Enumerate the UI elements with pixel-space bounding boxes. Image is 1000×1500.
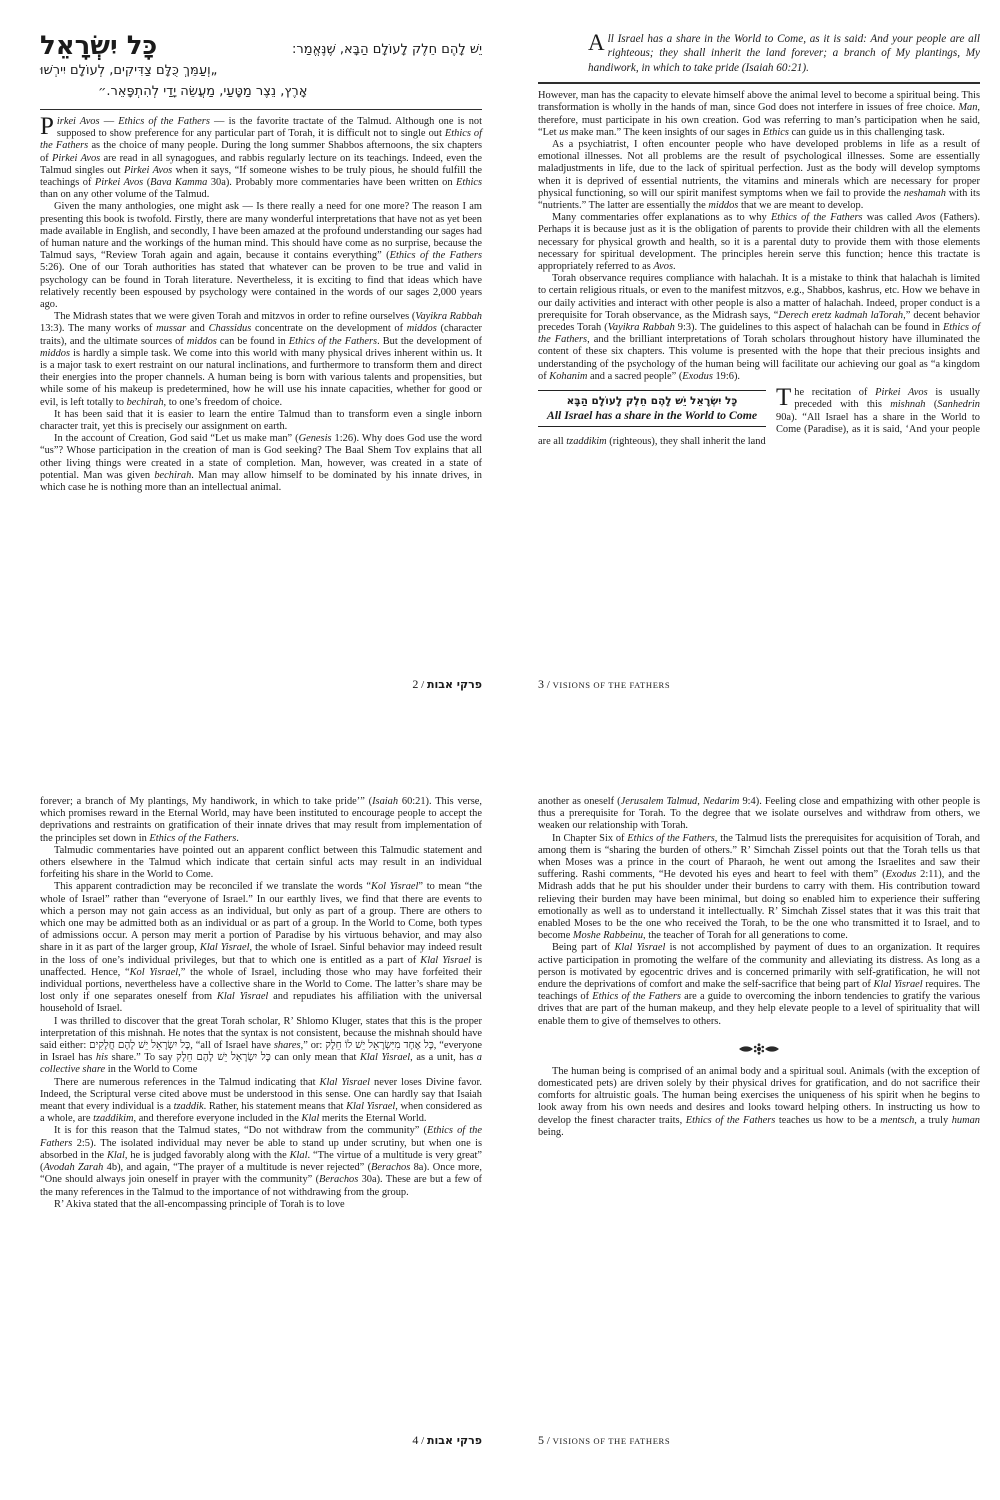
- paragraph-text: he recitation of Pirkei Avos is usually preceded with this mishnah (Sanhedrin 90a). “All Israel has a share in the World to Come (Paradise), as it is said, ‘And your people are all tzaddikim (righteous), they shall inherit the land: [538, 387, 980, 447]
- page-footer: [40, 1434, 482, 1448]
- body-paragraph: Given the many anthologies, one might ask — Is there really a need for one more? The reason I am presenting this book is twofold. Firstly, there are many wonderful interpretations that have not as yet been made available in English, and secondly, I have been amazed at the profound understanding our sages had of human nature and the workings of the human mind. This should have come as no surprise, because the Talmud says, “Review Torah again and again, because it contains everything” (Ethics of the Fathers 5:26). One of our Torah authorities has stated that whatever can be proven to be true and valid in psychology can be found in Torah literature. Nevertheless, it is exciting to find that ideas which have relatively recently been espoused by psychology were contained in the words of our sages 2,000 years ago.: [40, 201, 482, 311]
- hebrew-opening-lead: כָּל יִשְׂרָאֵל: [40, 31, 158, 61]
- page-3: [538, 32, 980, 692]
- drop-cap: T: [776, 384, 792, 412]
- opening-quote: [588, 32, 980, 75]
- footer-page-number: 2: [412, 677, 419, 691]
- footer-hebrew-title: פרקי אבות: [426, 678, 482, 691]
- footer-page-number: 3: [538, 677, 544, 691]
- body-paragraph: Many commentaries offer explanations as to why Ethics of the Fathers was called Avos (Fathers). Perhaps it is because just as it is the obligation of parents to provide their children with all the elements necessary for physical growth and health, so it is a parental duty to provide them with those elements necessary for spiritual development. The principles herein serve this function; hence this tractate is appropriately referred to as Avos.: [538, 212, 980, 273]
- body-paragraph: R’ Akiva stated that the all-encompassing principle of Torah is to love: [54, 1198, 345, 1210]
- page-5: [538, 796, 980, 1448]
- footer-book-title: VISIONS OF THE FATHERS: [552, 1436, 671, 1446]
- hebrew-opening-line2: „וְעַמֵּךְ כֻּלָּם צַדִּיקִים, לְעוֹלָם יִירְשׁוּ: [40, 63, 218, 78]
- heading-rule: [40, 109, 482, 110]
- body-paragraph: However, man has the capacity to elevate himself above the animal level to become a spiritual being. This transformation is wholly in the hands of man, since God does not interfere in issues of free choice. Man, therefore, must participate in his own creation. God was referring to man’s participation when he said, “Let us make man.” The keen insights of our sages in Ethics can guide us in this challenging task.: [538, 90, 980, 138]
- page-footer: [538, 678, 980, 692]
- footer-separator: /: [544, 1435, 553, 1447]
- body-paragraph: Torah observance requires compliance with halachah. It is a mistake to think that halachah is limited to certain religious rituals, or even to the manifest mitzvos, e.g., Shabbos, kashrus, etc. How we behave in our daily activities and interact with other people is also a matter of halachah. Indeed, proper conduct is a prerequisite for Torah observance, as the Midrash says, “Derech eretz kadmah laTorah,” decent behavior precedes Torah (Vayikra Rabbah 9:3). The guidelines to this aspect of halachah can be found in Ethics of the Fathers, and the brilliant interpretations of Torah scholars throughout history have illuminated the content of these six chapters. This volume is presented with the hope that their precious insights and understanding of the psychology of the human being will facilitate our achieving our goal as “a kingdom of Kohanim and a sacred people” (Exodus 19:6).: [538, 273, 980, 382]
- body-paragraph: This apparent contradiction may be reconciled if we translate the words “Kol Yisrael” to mean “the whole of Israel” rather than “everyone of Israel.” In our earthly lives, we find that there are events to which a person may not gain access as an individual, but only as part of a group. There are others to which one may be admitted both as an individual or as part of a group. In the World to Come, both types of admissions occur. A person may merit a portion of Paradise by his virtuous behavior, and may also share in it as part of the larger group, Klal Yisrael, the whole of Israel. Sinful behavior may indeed result in the loss of one’s individual privileges, but that to which one is entitled as a part of Klal Yisrael is unaffected. Hence, “Kol Yisrael,” the whole of Israel, including those who may have forfeited their individual portions, nevertheless have a collective share in the World to Come. The latter’s share may be lost only if one separates oneself from Klal Yisrael and repudiates his affiliation with the universal household of Israel.: [40, 881, 482, 1015]
- body-paragraph: I was thrilled to discover that the great Torah scholar, R’ Shlomo Kluger, states that this is the proper interpretation of this mishnah. He notes that the syntax is not consistent, because the mishnah should have said either: כָּל יִשְׂרָאֵל יֵשׁ לָהֶם חֲלָקִים, “all of Israel have shares,” or: כָּל אֶחָד מִיִּשְׂרָאֵל יֵשׁ לוֹ חֵלֶק, “everyone in Israel has his share.” To say כָּל יִשְׂרָאֵל יֵשׁ לָהֶם חֵלֶק can only mean that Klal Yisrael, as a unit, has a collective share in the World to Come: [40, 1015, 482, 1076]
- drop-cap: P: [40, 113, 54, 140]
- body-paragraph: Talmudic commentaries have pointed out an apparent conflict between this Talmudic statement and others elsewhere in the Talmud which indicate that certain sinful acts may result in an individual forfeiting his share in the World to Come.: [40, 844, 482, 881]
- hebrew-opening-line3: אָרֶץ, נֵצֶר מַטָּעַי, מַעֲשֵׂה יָדַי לְהִתְפָּאֵר.״: [98, 84, 308, 99]
- page-footer: [538, 1434, 980, 1448]
- hebrew-opening-line1-rest: יֵשׁ לָהֶם חֵלֶק לָעוֹלָם הַבָּא, שֶׁנֶּאֱמַר:: [292, 42, 482, 57]
- page-4: [40, 796, 482, 1448]
- body-paragraph: [40, 113, 483, 201]
- footer-separator: /: [544, 679, 553, 691]
- opening-quote-text: ll Israel has a share in the World to Come, as it is said: And your people are all righteous; they shall inherit the land forever; a branch of My plantings, My handiwork, in which to take pride (Isaiah 60:21).: [588, 33, 980, 74]
- footer-book-title: VISIONS OF THE FATHERS: [552, 680, 671, 690]
- footer-hebrew-title: פרקי אבות: [426, 1434, 482, 1447]
- recitation-paragraph: [538, 384, 980, 448]
- page-footer: [40, 678, 482, 692]
- heading-rule: [538, 82, 980, 84]
- body-paragraph: It has been said that it is easier to learn the entire Talmud than to transform even a single inborn character trait, yet this is precisely our assignment on earth.: [40, 408, 482, 433]
- body-paragraph: As a psychiatrist, I often encounter people who have developed problems in life as a result of emotional illnesses. Not all problems are the result of psychological illnesses. Some are essentially maladjustments in life, due to the lack of spiritual perfection. Just as the body will develop symptoms when it is deprived of essential nutrients, the vitamins and minerals which are necessary for proper physical functioning, so will our spirit manifest symptoms when we fail to provide the neshamah with its “nutrients.” The latter are essentially the middos that we are meant to develop.: [538, 139, 980, 212]
- body-paragraph: In Chapter Six of Ethics of the Fathers, the Talmud lists the prerequisites for acquisition of Torah, and among them is “sharing the burden of others.” R’ Simchah Zissel points out that the Torah tells us that when Moses was a prince in the court of Pharaoh, he went out among the Israelites and saw their suffering. Rashi comments, “He devoted his eyes and heart to feel with them” (Exodus 2:11), and the Midrash adds that he put his shoulder under their burdens to carry with them. His contribution toward relieving their burden may have been minimal, but doing so enabled him to experience their suffering emotionally as well as to understand it intellectually. R’ Simchah Zissel states that it was this trait that enabled Moses to be the one who received the Torah, to be the one who transmitted it to Israel, and to become Moshe Rabbeinu, the teacher of Torah for all generations to come.: [538, 832, 980, 942]
- fleuron-icon: [538, 1042, 980, 1056]
- body-paragraph: Being part of Klal Yisrael is not accomplished by payment of dues to an organization. It requires active participation in promoting the welfare of the community and alleviating its distress. As long as a person is motivated by egocentric drives and is concerned primarily with self-gratification, he will not endure the deprivations of comfort and make the self-sacrifice that being part of Klal Yisrael requires. The teachings of Ethics of the Fathers are a guide to overcoming the inborn tendencies to gratify the various drives that are part of the human makeup, and they help elevate people to a level of spirituality that will enable them to give of themselves to others.: [538, 942, 981, 1027]
- paragraph-text: irkei Avos — Ethics of the Fathers — is the favorite tractate of the Talmud. Although one is not supposed to show preference for any particular part of Torah, it is difficult not to single out Ethics of the Fathers as the choice of many people. During the long summer Shabbos afternoons, the six chapters of Pirkei Avos are read in all synagogues, and rabbis regularly lecture on its teachings. Indeed, even the Talmud singles out Pirkei Avos when it says, “If someone wishes to be truly pious, he should fulfill the teachings of Pirkei Avos (Bava Kamma 30a). Probably more commentaries have been written on Ethics than on any other volume of the Talmud.: [40, 116, 483, 201]
- footer-page-number: 4: [412, 1433, 419, 1447]
- mishnah-inset: [538, 390, 766, 427]
- drop-cap: A: [588, 30, 605, 55]
- footer-separator: /: [418, 679, 427, 691]
- footer-separator: /: [418, 1435, 427, 1447]
- mishnah-inset-hebrew: כָּל יִשְׂרָאֵל יֵשׁ לָהֶם חֵלֶק לָעוֹלָם הַבָּא: [566, 395, 738, 408]
- body-paragraph: There are numerous references in the Talmud indicating that Klal Yisrael never loses Divine favor. Indeed, the Scriptural verse cited above must be understood in this sense. One can hardly say that Isaiah meant that every individual is a tzaddik. Rather, his statement means that Klal Yisrael, when considered as a whole, are tzaddikim, and therefore everyone included in the Klal merits the Eternal World.: [40, 1076, 483, 1125]
- body-paragraph: It is for this reason that the Talmud states, “Do not withdraw from the community” (Ethics of the Fathers 2:5). The isolated individual may never be able to stand up under scrutiny, but when one is absorbed in the Klal, he is judged favorably along with the Klal. “The virtue of a multitude is very great” (Avodah Zarah 4b), and again, “The prayer of a multitude is never rejected” (Berachos 8a). Once more, “One should always join oneself in prayer with the community” (Berachos 30a). These are but a few of the many references in the Talmud to the importance of not withdrawing from the group.: [40, 1125, 483, 1198]
- body-paragraph: forever; a branch of My plantings, My handiwork, in which to take pride’” (Isaiah 60:21). This verse, which promises reward in the Eternal World, may have been instituted to encourage people to accept the deprivations and restraints on gratification of their innate drives that may result from implementation of the principles set down in Ethics of the Fathers.: [40, 796, 482, 844]
- body-paragraph: another as oneself (Jerusalem Talmud, Nedarim 9:4). Feeling close and empathizing with other people is thus a prerequisite for Torah. To the degree that we isolate ourselves and withdraw from others, we weaken our relationship with Torah.: [538, 796, 981, 832]
- hebrew-opening: [40, 32, 482, 102]
- hebrew-opening-line1: [40, 32, 482, 60]
- body-paragraph: The Midrash states that we were given Torah and mitzvos in order to refine ourselves (Vayikra Rabbah 13:3). The many works of mussar and Chassidus concentrate on the development of middos (character traits), and the ultimate sources of middos can be found in Ethics of the Fathers. But the development of middos is hardly a simple task. We come into this world with many physical drives inherent within us. It is a major task to exert restraint on our natural inclinations, and furthermore to transform them and direct their energies into the proper channels. A human being is born with various talents and propensities, but while some of his makeup is predetermined, how he will use his innate capacities, whether for good or evil, is left totally to bechirah, to one’s freedom of choice.: [40, 311, 483, 408]
- closing-paragraph: The human being is comprised of an animal body and a spiritual soul. Animals (with the exception of domesticated pets) are driven solely by their physical drives for gratification, and do not sacrifice their comforts for altruistic goals. The human being exercises the uniqueness of his spirit when he begins to look away from his own needs and desires and looks toward helping others. In instructing us how to develop the finest character traits, Ethics of the Fathers teaches us how to be a mentsch, a truly human being.: [538, 1065, 980, 1138]
- mishnah-inset-english: All Israel has a share in the World to Come: [546, 408, 758, 423]
- page-2: [40, 32, 482, 692]
- body-paragraph: In the account of Creation, God said “Let us make man” (Genesis 1:26). Why does God use the word “us”? Whose participation in the creation of man is God seeking? The Baal Shem Tov explains that all other living things were created in a state of completion. Man, however, was created in a state of potential. Man was given bechirah. Man may allow himself to be dominated by his innate drives, in which case he is nothing more than an intellectual animal.: [40, 433, 483, 494]
- footer-page-number: 5: [538, 1433, 544, 1447]
